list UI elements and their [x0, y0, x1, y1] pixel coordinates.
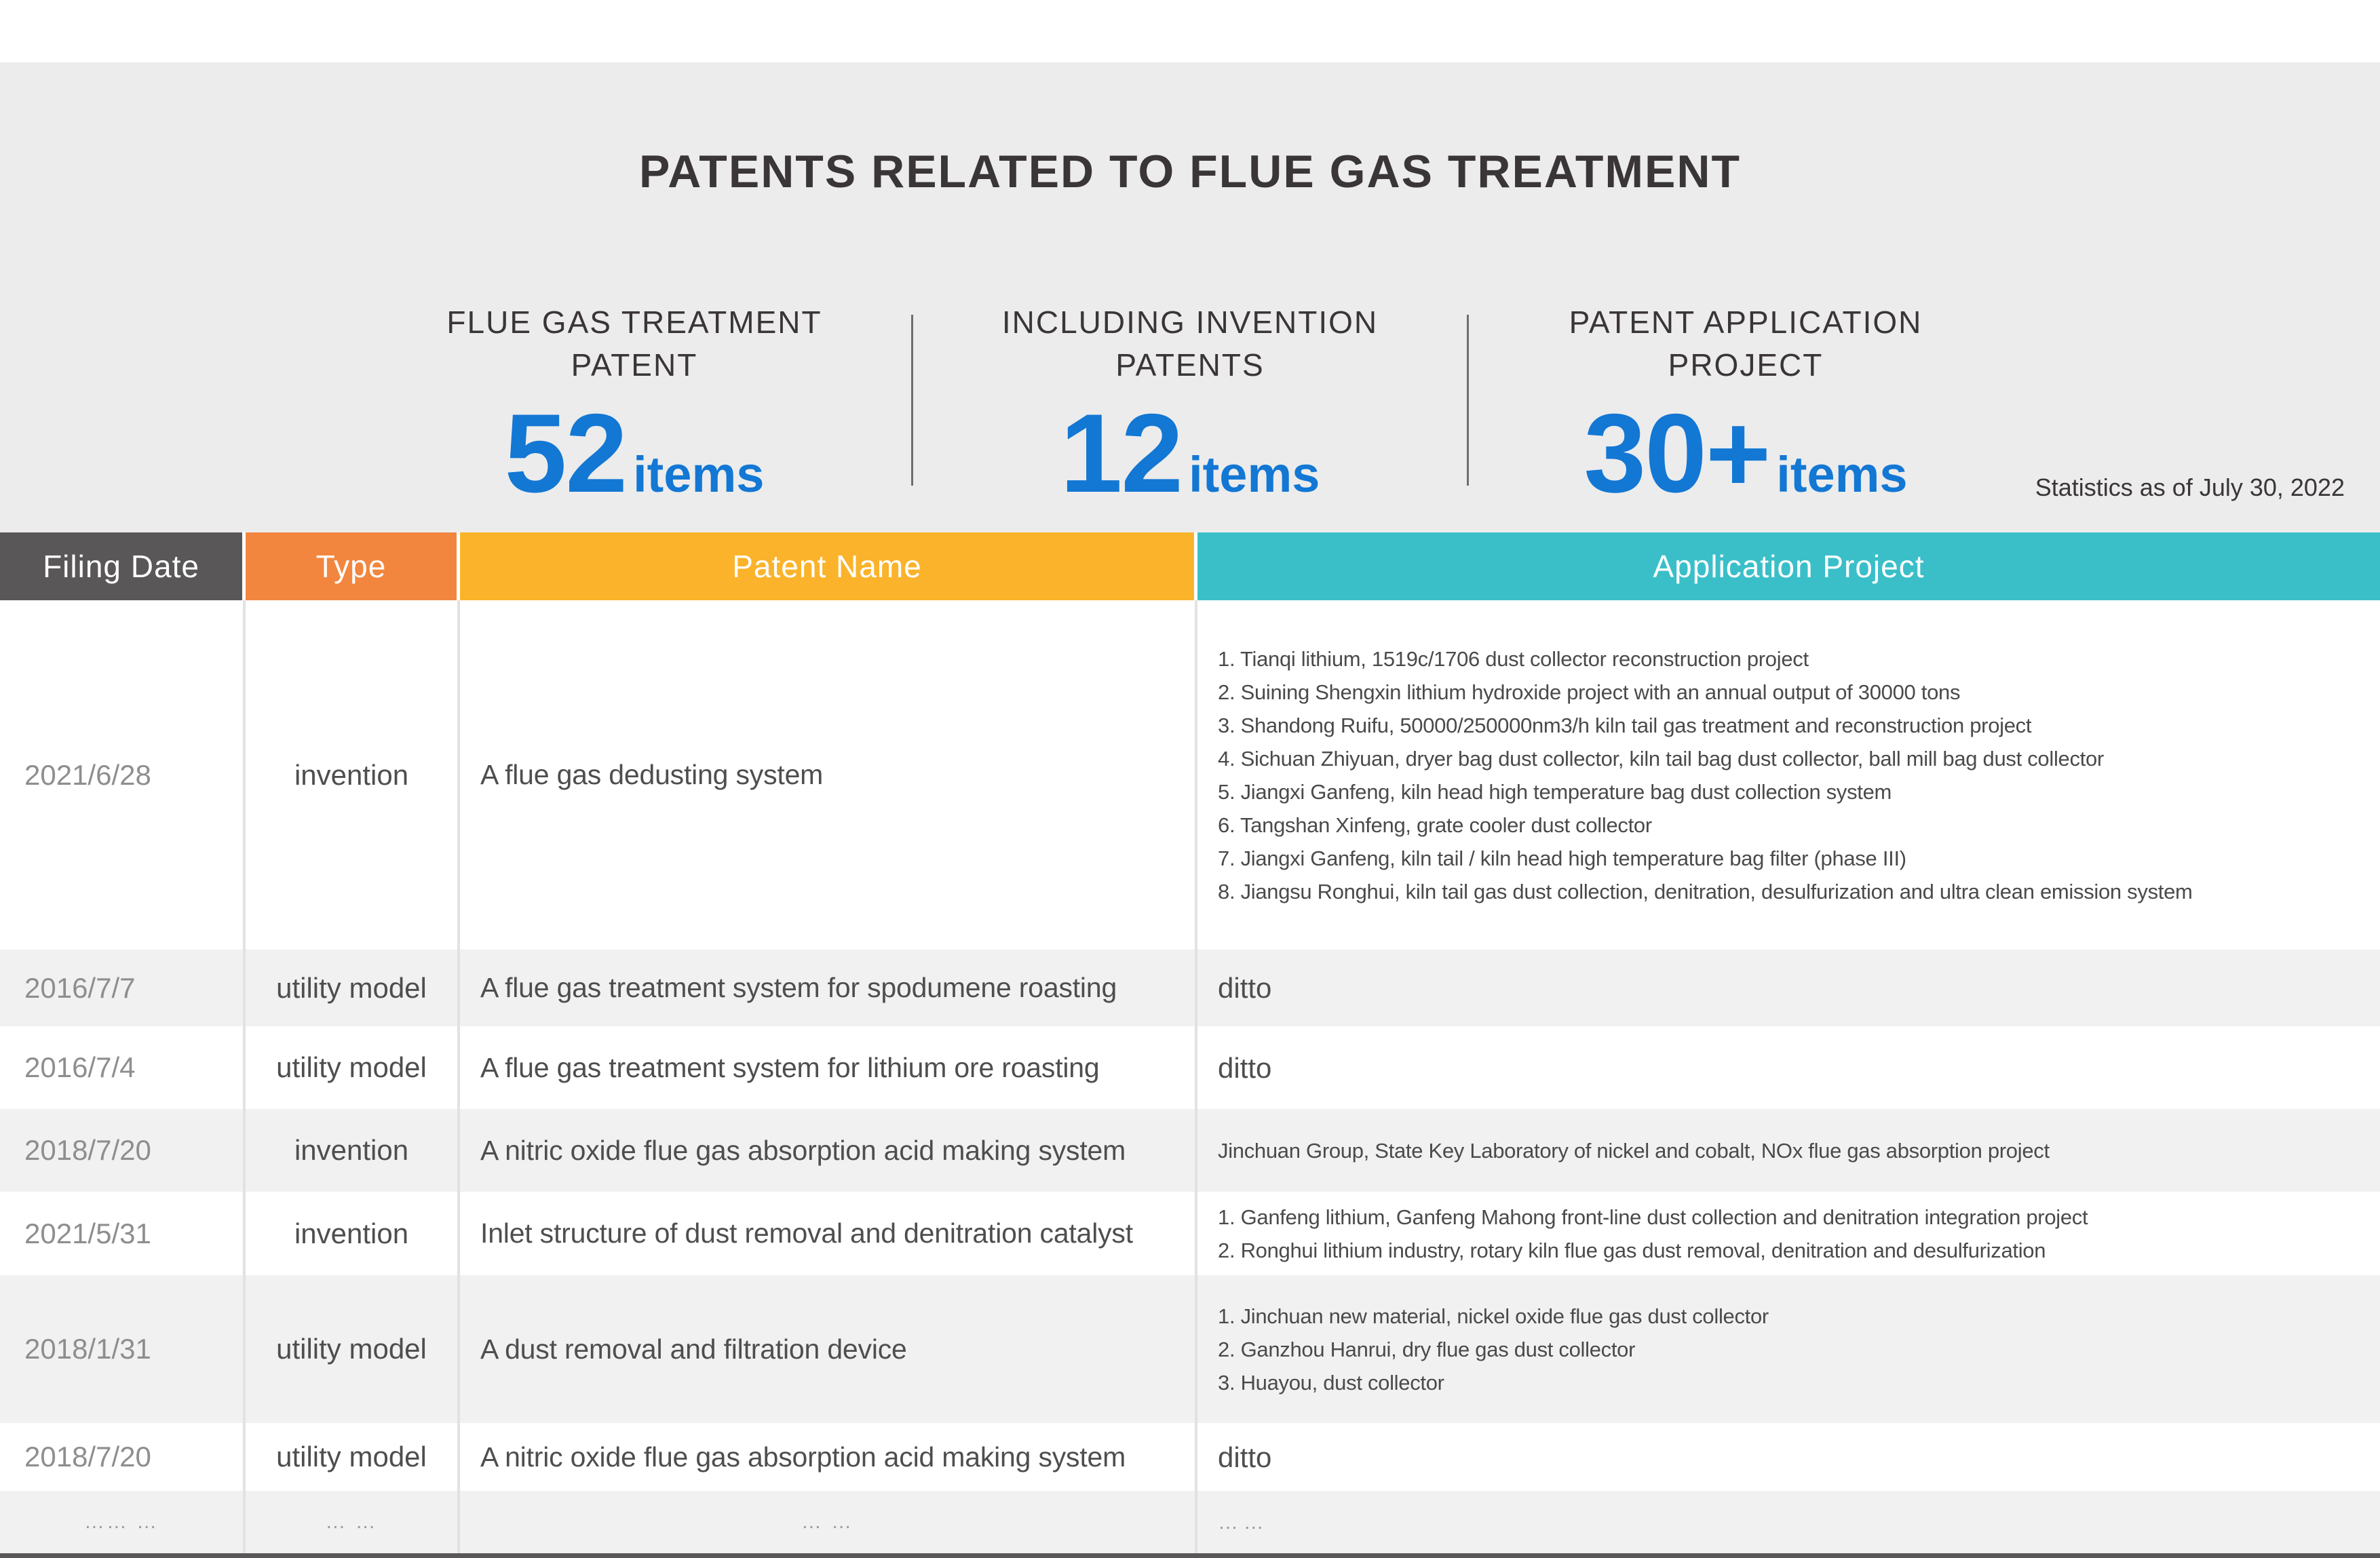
stats-row — [0, 301, 2380, 515]
cell-application-project — [1197, 950, 2380, 1026]
stat-label-line: PATENT APPLICATION — [1569, 305, 1923, 340]
cell-application-project — [1197, 1026, 2380, 1109]
application-item: 2. Suining Shengxin lithium hydroxide project with an annual output of 30000 tons — [1218, 680, 1961, 704]
table-header-row — [0, 532, 2380, 600]
cell-filing-date: 2018/1/31 — [0, 1275, 246, 1423]
patents-table — [0, 532, 2380, 1553]
application-item: 2. Ronghui lithium industry, rotary kiln flue gas dust removal, denitration and desulfurization — [1218, 1238, 2046, 1262]
cell-type: utility model — [246, 1275, 460, 1423]
application-item: 7. Jiangxi Ganfeng, kiln tail / kiln head high temperature bag filter (phase III) — [1218, 846, 1906, 870]
stat-divider — [911, 315, 913, 486]
application-item: 2. Ganzhou Hanrui, dry flue gas dust collector — [1218, 1337, 1636, 1361]
cell-application-project — [1197, 1275, 2380, 1423]
cell-application-project — [1197, 1423, 2380, 1491]
cell-patent-name: A flue gas treatment system for spodumene roasting — [460, 950, 1197, 1026]
cell-patent-name: … … — [460, 1491, 1197, 1553]
col-header-type: Type — [246, 532, 460, 600]
cell-filing-date: 2021/5/31 — [0, 1192, 246, 1275]
cell-patent-name: A nitric oxide flue gas absorption acid making system — [460, 1423, 1197, 1491]
cell-patent-name: Inlet structure of dust removal and denitration catalyst — [460, 1192, 1197, 1275]
cell-application-project — [1197, 1491, 2380, 1553]
col-header-application-project: Application Project — [1197, 532, 2380, 600]
table-row — [0, 600, 2380, 950]
cell-application-project — [1197, 600, 2380, 950]
banner — [0, 62, 2380, 532]
ditto-label: ditto — [1218, 972, 1272, 1004]
application-item: 1. Ganfeng lithium, Ganfeng Mahong front-line dust collection and denitration integration project — [1218, 1205, 2088, 1229]
ditto-label: ditto — [1218, 1051, 1272, 1084]
cell-patent-name: A flue gas treatment system for lithium ore roasting — [460, 1026, 1197, 1109]
cell-patent-name: A flue gas dedusting system — [460, 600, 1197, 950]
top-strip — [0, 0, 2380, 62]
table-row — [0, 950, 2380, 1026]
stat-value: 30+ — [1584, 391, 1770, 515]
application-item: 1. Jinchuan new material, nickel oxide flue gas dust collector — [1218, 1304, 1769, 1328]
cell-patent-name: A dust removal and filtration device — [460, 1275, 1197, 1423]
table-row — [0, 1109, 2380, 1192]
application-item: 3. Shandong Ruifu, 50000/250000nm3/h kiln tail gas treatment and reconstruction project — [1218, 713, 2032, 737]
stat-including-invention-patents — [1000, 301, 1380, 515]
stat-patent-application-project — [1556, 301, 1936, 515]
cell-application-project — [1197, 1192, 2380, 1275]
stat-unit: items — [1776, 446, 1908, 503]
col-header-patent-name: Patent Name — [460, 532, 1197, 600]
table-row — [0, 1192, 2380, 1275]
col-header-filing-date: Filing Date — [0, 532, 246, 600]
cell-filing-date: 2016/7/7 — [0, 950, 246, 1026]
stat-label — [1556, 301, 1936, 387]
table-row — [0, 1423, 2380, 1491]
stat-unit: items — [1189, 446, 1320, 503]
cell-type: invention — [246, 600, 460, 950]
application-item: 4. Sichuan Zhiyuan, dryer bag dust collector, kiln tail bag dust collector, ball mill bag dust collector — [1218, 746, 2104, 771]
cell-filing-date: …… … — [0, 1491, 246, 1553]
cell-filing-date: 2018/7/20 — [0, 1423, 246, 1491]
cell-type: invention — [246, 1109, 460, 1192]
ditto-label: ditto — [1218, 1441, 1272, 1473]
stat-label — [1000, 301, 1380, 387]
cell-type: utility model — [246, 1423, 460, 1491]
stat-flue-gas-treatment-patent — [444, 301, 824, 515]
application-item: 6. Tangshan Xinfeng, grate cooler dust collector — [1218, 813, 1652, 837]
stat-unit: items — [633, 446, 765, 503]
application-item: Jinchuan Group, State Key Laboratory of nickel and cobalt, NOx flue gas absorption project — [1218, 1138, 2050, 1163]
footer-bar — [0, 1553, 2380, 1558]
cell-type: … … — [246, 1491, 460, 1553]
cell-filing-date: 2018/7/20 — [0, 1109, 246, 1192]
cell-type: invention — [246, 1192, 460, 1275]
application-item: 1. Tianqi lithium, 1519c/1706 dust collector reconstruction project — [1218, 646, 1809, 671]
stat-number — [1000, 391, 1380, 515]
application-item: … … — [1218, 1511, 1264, 1534]
cell-filing-date: 2021/6/28 — [0, 600, 246, 950]
table-row-ellipsis — [0, 1491, 2380, 1553]
stat-divider — [1467, 315, 1469, 486]
stat-label-line: PROJECT — [1668, 347, 1824, 383]
stat-label-line: PATENTS — [1115, 347, 1265, 383]
stat-label — [444, 301, 824, 387]
cell-type: utility model — [246, 1026, 460, 1109]
page-title: PATENTS RELATED TO FLUE GAS TREATMENT — [638, 146, 1742, 197]
stat-number — [444, 391, 824, 515]
stat-value: 12 — [1060, 391, 1183, 515]
stat-value: 52 — [504, 391, 627, 515]
table-row — [0, 1275, 2380, 1423]
cell-filing-date: 2016/7/4 — [0, 1026, 246, 1109]
stats-note: Statistics as of July 30, 2022 — [2035, 473, 2345, 501]
application-item: 8. Jiangsu Ronghui, kiln tail gas dust collection, denitration, desulfurization and ultra clean emission system — [1218, 879, 2193, 903]
table-row — [0, 1026, 2380, 1109]
application-item: 5. Jiangxi Ganfeng, kiln head high temperature bag dust collection system — [1218, 779, 1892, 804]
stat-label-line: FLUE GAS TREATMENT — [446, 305, 822, 340]
application-item: 3. Huayou, dust collector — [1218, 1370, 1444, 1395]
cell-type: utility model — [246, 950, 460, 1026]
stat-label-line: INCLUDING INVENTION — [1001, 305, 1379, 340]
cell-application-project — [1197, 1109, 2380, 1192]
stat-number — [1556, 391, 1936, 515]
stat-label-line: PATENT — [571, 347, 698, 383]
cell-patent-name: A nitric oxide flue gas absorption acid making system — [460, 1109, 1197, 1192]
